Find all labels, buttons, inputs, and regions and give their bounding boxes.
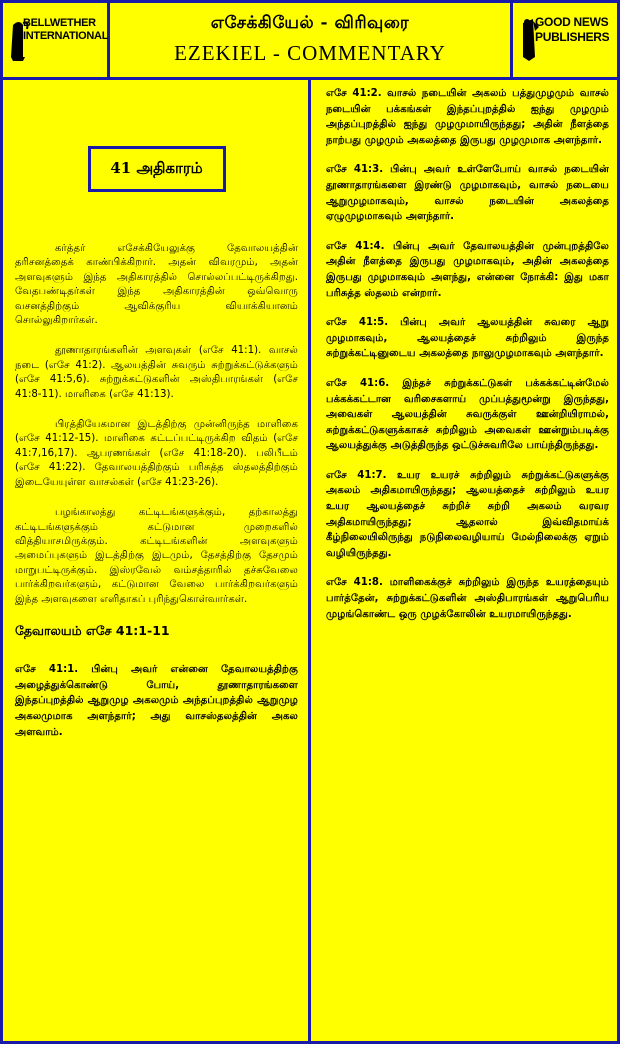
good-news-logo	[510, 3, 617, 77]
verse-41-4: எசே 41:4. பின்பு அவர் தேவாலயத்தின் முன்புறத்திலே அதின் நீளத்தை இருபது முழமாகவும், அதின் அகலத்தை இருபது முழமாகவும் அளந்து, என்னை நோக்கி: இது மகா பரிசுத்த ஸ்தலம் என்றார்.	[326, 240, 609, 299]
section-heading: தேவாலயம் எசே 41:1-11	[15, 622, 170, 638]
verse-41-5: எசே 41:5. பின்பு அவர் ஆலயத்தின் சுவரை ஆறு முழமாகவும், ஆலயத்தைச் சுற்றிலும் இருந்த சுற்றுக்கட்டினுடைய அகலத்தை நாலுமுழமாகவும் அளந்தார்.	[326, 317, 609, 360]
bellwether-logo	[3, 3, 110, 77]
verse-41-6: எசே 41:6. இந்தச் சுற்றுக்கட்டுகள் பக்கக்கட்டின்மேல் பக்கக்கட்டான வரிசைகளாய் முப்பத்துமூன்று இருந்தது, அவைகள் ஆலயத்தின் சுவருக்குள் ஊன்றியிராமல், சுற்றுக்கட்டுகளுக்காகச் சுற்றிலும் அவைகள் ஊன்றும்படிக்கு ஆலயத்துக்கு அடுத்திருந்த ஒட்டுச்சுவரிலே பாய்ந்திருந்தது.	[326, 377, 609, 452]
measurements-paragraph: தூணாதாரங்களின் அளவுகள் (எசே 41:1). வாசல் நடை (எசே 41:2). ஆலயத்தின் சுவரும் சுற்றுக்கட்டுக்களும் (எசே 41:5,6). சுற்றுக்கட்டுகளின் அஸ்திபாரங்கள் (எசே 41:8-11). மாளிகை (எசே 41:13).	[15, 345, 298, 400]
title-tamil: எசேக்கியேல் - விரிவுரை	[210, 13, 410, 33]
logo-left-text	[23, 17, 108, 43]
logo-left-line2: INTERNATIONAL	[23, 30, 109, 42]
verse-41-2: எசே 41:2. வாசல் நடையின் அகலம் பத்துமுழமும் வாசல் நடையின் பக்கங்கள் இந்தப்புறத்தில் ஐந்து முழமும் அந்தப்புறத்தில் ஐந்து முழமுமாயிருந்தது; அதின் நீளத்தை நாற்பது முழமும் அகலத்தை இருபது முழமுமாக அளந்தார்.	[326, 88, 609, 146]
left-column	[3, 80, 311, 1041]
verse-41-8: எசே 41:8. மாளிகைக்குச் சுற்றிலும் இருந்த உயரத்தையும் பார்த்தேன், சுற்றுக்கட்டுகளின் அஸ்திபாரங்கள் ஆறுபெரிய முழங்கொண்ட ஒரு முழக்கோலின் உயரமாயிருந்தது.	[326, 577, 609, 620]
right-column	[314, 80, 617, 1041]
logo-right-text	[535, 15, 609, 45]
logo-right-line1: GOOD NEWS	[535, 15, 609, 29]
construction-paragraph: பழங்காலத்து கட்டிடங்களுக்கும், தற்காலத்து கட்டிடங்களுக்கும் கட்டுமான முறைகளில் வித்தியாசமிருக்கும். கட்டிடங்களின் அளவுகளும் அமைப்புகளும் இடத்திற்கு இடமும், தேசத்திற்கு தேசமும் மாறுபட்டிருக்கும். இஸ்ரவேல் வம்சத்தாரில் தச்சுவேலை பார்க்கிறவர்களும், கட்டுமான வேலை பார்க்கிறவர்களும் இந்த அளவுகளை எளிதாகப் புரிந்துகொள்வார்கள்.	[15, 507, 298, 605]
logo-left-line1: BELLWETHER	[23, 17, 96, 29]
verse-41-7: எசே 41:7. உயர உயரச் சுற்றிலும் சுற்றுக்கட்டுகளுக்கு அகலம் அதிகமாயிருந்தது; ஆலயத்தைச் சுற்றிலும் உயர உயர ஆலயத்தைச் சுற்றிச் சுற்றி அகலம் வரவர அதிகமாயிருந்தது; ஆதலால் இவ்விதமாய்க் கீழ்நிலையிலிருந்து நடுநிலைவழியாய் மேல்நிலைக்கு ஏறும் வழியிருந்தது.	[326, 469, 609, 559]
title-english: EZEKIEL - COMMENTARY	[174, 41, 446, 65]
verse-41-3: எசே 41:3. பின்பு அவர் உள்ளேபோய் வாசல் நடையின் தூணாதாரங்களை இரண்டு முழமாகவும், வாசல் நடையை ஆறுமுழமாகவும், வாசல் நடையின் அகலத்தை ஏழுமுழமாகவும் அளந்தார்.	[326, 164, 609, 223]
verse-41-1: எசே 41:1. பின்பு அவர் என்னை தேவாலயத்திற்கு அழைத்துக்கொண்டு போய், தூணாதாரங்களை இந்தப்புறத்தில் ஆறுமுழ அகலமும் அந்தப்புறத்தில் ஆறுமுழ அகலமுமாக அளந்தார்; அது வாசஸ்தலத்தின் அகல அளவாம்.	[15, 663, 298, 738]
special-place-paragraph: பிரத்தியேகமான இடத்திற்கு முன்னிருந்த மாளிகை (எசே 41:12-15). மாளிகை கட்டப்பட்டிருக்கிற விதம் (எசே 41:7,16,17). ஆபரணங்கள் (எசே 41:18-20). பலிபீடம் (எசே 41:22). தேவாலயத்திற்கும் பரிசுத்த ஸ்தலத்திற்கும் இடையேயுள்ள வாசல்கள் (எசே 41:23-26).	[15, 419, 298, 488]
header	[3, 3, 617, 80]
header-title	[110, 3, 510, 77]
logo-right-line2: PUBLISHERS	[535, 30, 610, 44]
intro-paragraph: கர்த்தர் எசேக்கியேலுக்கு தேவாலயத்தின் தரிசனத்தைக் காண்பிக்கிறார். அதன் விவரமும், அதன் அளவுகளும் இந்த அதிகாரத்தில் சொல்லப்பட்டிருக்கிறது. வேதபண்டிதர்கள் இந்த அதிகாரத்தின் ஒவ்வொரு வசனத்திற்கும் ஆவிக்குரிய வியாக்கியானம் சொல்லுகிறார்கள்.	[15, 243, 298, 327]
chapter-title: 41 அதிகாரம்	[88, 146, 226, 192]
